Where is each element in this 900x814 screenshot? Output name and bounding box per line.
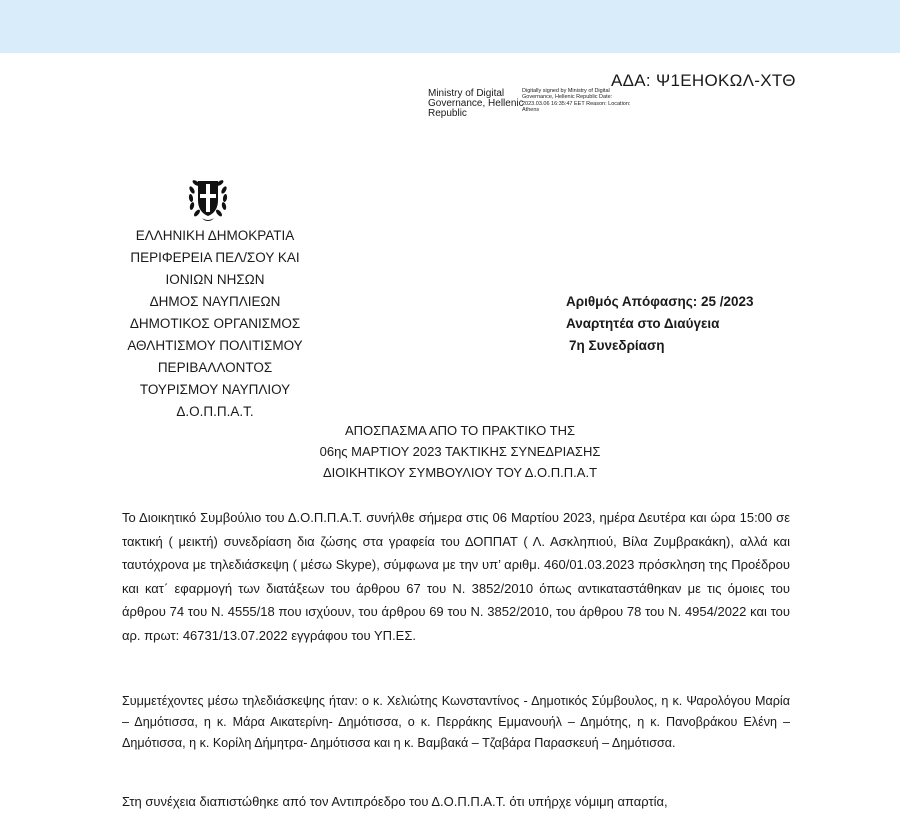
coat-of-arms-icon xyxy=(185,172,231,222)
title-line: ΑΠΟΣΠΑΣΜΑ ΑΠΟ ΤΟ ΠΡΑΚΤΙΚΟ ΤΗΣ xyxy=(344,423,576,438)
signature-signer: Ministry of Digital Governance, Hellenic Republic xyxy=(428,88,524,119)
issuer-line: ΔΗΜΟΣ ΝΑΥΠΛΙΕΩΝ xyxy=(149,294,281,309)
posting-note: Αναρτητέα στο Διαύγεια xyxy=(566,316,720,331)
issuer-block xyxy=(95,225,335,423)
issuer-line: ΕΛΛΗΝΙΚΗ ΔΗΜΟΚΡΑΤΙΑ xyxy=(135,228,295,243)
issuer-line: ΑΘΛΗΤΙΣΜΟΥ ΠΟΛΙΤΙΣΜΟΥ xyxy=(127,338,303,353)
body-paragraph-quorum: Στη συνέχεια διαπιστώθηκε από τον Αντιπρόεδρο του Δ.Ο.Π.Π.Α.Τ. ότι υπήρχε νόμιμη απαρτία, xyxy=(122,794,668,809)
issuer-line: Δ.Ο.Π.Π.Α.Τ. xyxy=(176,404,254,419)
decision-number: Αριθμός Απόφασης: 25 /2023 xyxy=(566,294,754,309)
viewer-top-bar xyxy=(0,0,900,53)
title-line: 06ης ΜΑΡΤΙΟΥ 2023 ΤΑΚΤΙΚΗΣ ΣΥΝΕΔΡΙΑΣΗΣ xyxy=(319,444,601,459)
issuer-line: ΠΕΡΙΦΕΡΕΙΑ ΠΕΛ/ΣΟΥ ΚΑΙ xyxy=(130,250,300,265)
decision-info xyxy=(566,291,754,357)
issuer-line: ΙΟΝΙΩΝ ΝΗΣΩΝ xyxy=(165,272,265,287)
ada-code: ΑΔΑ: Ψ1ΕΗΟΚΩΛ-ΧΤΘ xyxy=(611,71,796,90)
document-title xyxy=(250,420,670,483)
issuer-line: ΔΗΜΟΤΙΚΟΣ ΟΡΓΑΝΙΣΜΟΣ xyxy=(129,316,301,331)
title-line: ΔΙΟΙΚΗΤΙΚΟΥ ΣΥΜΒΟΥΛΙΟΥ ΤΟΥ Δ.Ο.Π.Π.Α.Τ xyxy=(322,465,598,480)
issuer-line: ΤΟΥΡΙΣΜΟΥ ΝΑΥΠΛΙΟΥ xyxy=(139,382,291,397)
body-paragraph-participants: Συμμετέχοντες μέσω τηλεδιάσκεψης ήταν: ο κ. Χελιώτης Κωνσταντίνος - Δημοτικός Σύμβουλος, η κ. Ψαρολόγου Μαρία – Δημότισσα, η κ. Μάρα Αικατερίνη- Δημότισσα, ο κ. Περράκης Εμμανουήλ – Δημότης, η κ. Πανοβράκου Ελένη – Δημότισσα, η κ. Κορίλη Δήμητρα- Δημότισσα και η κ. Βαμβακά – Τζαβάρα Παρασκευή – Δημότισσα. xyxy=(122,694,790,750)
issuer-line: ΠΕΡΙΒΑΛΛΟΝΤΟΣ xyxy=(157,360,273,375)
signature-details: Digitally signed by Ministry of Digital Governance, Hellenic Republic Date: 2023.03.06 16:35:47 EET Reason: Location: Athens xyxy=(522,88,631,113)
session-number: 7η Συνεδρίαση xyxy=(569,338,665,353)
body-paragraph-meeting: Το Διοικητικό Συμβούλιο του Δ.Ο.Π.Π.Α.Τ. συνήλθε σήμερα στις 06 Μαρτίου 2023, ημέρα Δευτέρα και ώρα 15:00 σε τακτική ( μεικτή) συνεδρίαση δια ζώσης στα γραφεία του ΔΟΠΠΑΤ ( Λ. Ασκληπιού, Βίλα Ζυμβρακάκη), αλλά και ταυτόχρονα με τηλεδιάσκεψη ( μέσω Skype), σύμφωνα με την υπ’ αριθμ. 460/01.03.2023 πρόσκληση της Προέδρου και κατ΄ εφαρμογή των διατάξεων του άρθρου 67 του Ν. 3852/2010 όπως αντικαταστάθηκαν με τις όμοιες του άρθρου 74 του Ν. 4555/18 που ισχύουν, του άρθρου 69 του Ν. 3852/2010, του άρθρου 78 του Ν. 4954/2022 και του αρ. πρωτ: 46731/13.07.2022 εγγράφου του ΥΠ.ΕΣ. xyxy=(122,510,790,643)
